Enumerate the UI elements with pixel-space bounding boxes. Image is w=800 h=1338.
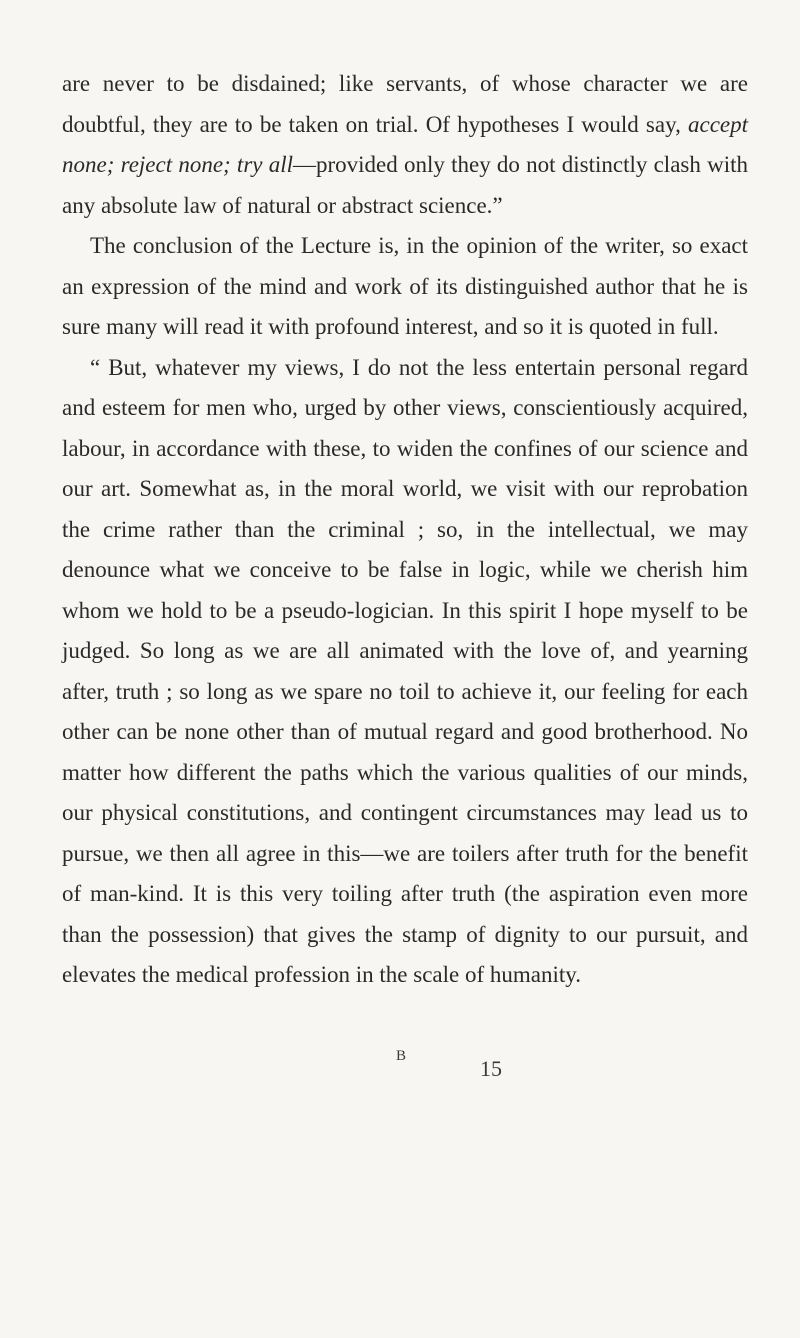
text-run: The conclusion of the Lecture is, in the opinion of the writer, so exact an expression of the mind and work of its distinguished author that he is sure many will read it with profound interest, and so it is quoted in full.	[62, 233, 748, 339]
paragraph	[62, 348, 748, 996]
signature-mark: B	[396, 1048, 407, 1064]
text-run: “ But, whatever my views, I do not the less entertain personal regard and esteem for men who, urged by other views, conscientiously acquired, labour, in accordance with these, to widen the confines of our science and our art. Somewhat as, in the moral world, we visit with our reprobation the crime rather than the criminal ; so, in the intellectual, we may denounce what we conceive to be false in logic, while we cherish him whom we hold to be a pseudo-logician. In this spirit I hope myself to be judged. So long as we are all animated with the love of, and yearning after, truth ; so long as we spare no toil to achieve it, our feeling for each other can be none other than of mutual regard and good brotherhood. No matter how different the paths which the various qualities of our minds, our physical constitutions, and contingent circumstances may lead us to pursue, we then all agree in this—we are toilers after truth for the benefit of man-kind. It is this very toiling after truth (the aspiration even more than the possession) that gives the stamp of dignity to our pursuit, and elevates the medical profession in the scale of humanity.	[62, 354, 748, 987]
text-run: are never to be disdained; like servants, of whose character we are doubtful, they are to be taken on trial. Of hypotheses I would say,	[62, 71, 748, 137]
text-run: —provided only they do not distinctly clash with any absolute law of natural or abstract science.”	[62, 152, 748, 218]
body-text	[62, 64, 748, 996]
page-number: 15	[480, 1056, 502, 1081]
italic-text-run: accept none; reject none; try all	[62, 111, 748, 177]
paragraph	[62, 226, 748, 348]
paragraph	[62, 64, 748, 226]
page-footer	[0, 1048, 800, 1088]
